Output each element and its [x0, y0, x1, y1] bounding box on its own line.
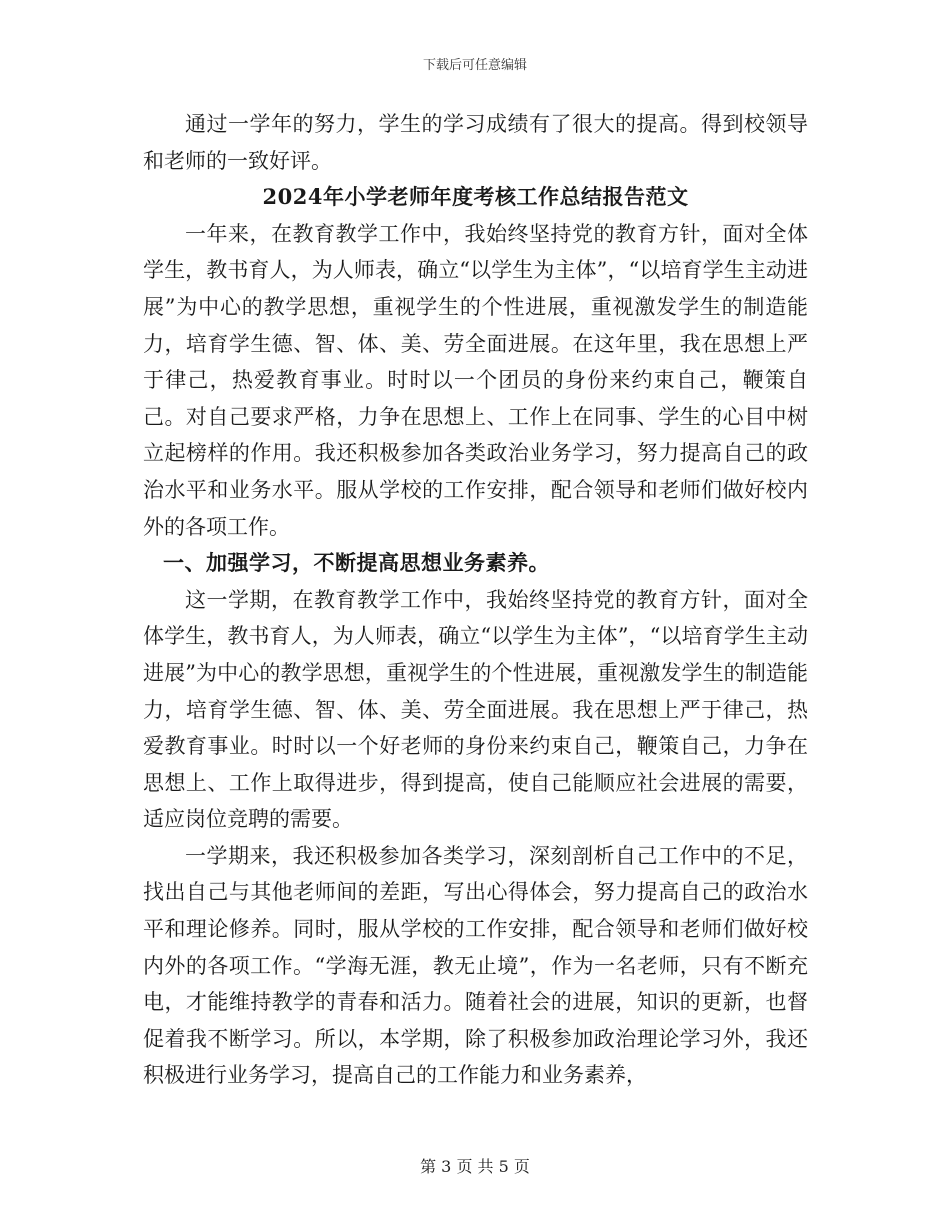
- paragraph-1: 一年来，在教育教学工作中，我始终坚持党的教育方针，面对全体学生，教书育人，为人师表，确立“以学生为主体”，“以培育学生主动进展”为中心的教学思想，重视学生的个性进展，重视激发学生的制造能力，培育学生德、智、体、美、劳全面进展。在这年里，我在思想上严于律己，热爱教育事业。时时以一个团员的身份来约束自己，鞭策自己。对自己要求严格，力争在思想上、工作上在同事、学生的心目中树立起榜样的作用。我还积极参加各类政治业务学习，努力提高自己的政治水平和业务水平。服从学校的工作安排，配合领导和老师们做好校内外的各项工作。: [143, 221, 808, 539]
- paragraph-3: 一学期来，我还积极参加各类学习，深刻剖析自己工作中的不足，找出自己与其他老师间的差距，写出心得体会，努力提高自己的政治水平和理论修养。同时，服从学校的工作安排，配合领导和老师们做好校内外的各项工作。“学海无涯，教无止境”，作为一名老师，只有不断充电，才能维持教学的青春和活力。随着社会的进展，知识的更新，也督促着我不断学习。所以，本学期，除了积极参加政治理论学习外，我还积极进行业务学习，提高自己的工作能力和业务素养，: [143, 843, 808, 1088]
- document-title: 2024年小学老师年度考核工作总结报告范文: [262, 184, 689, 210]
- section-heading-1: 一、加强学习，不断提高思想业务素养。: [163, 550, 550, 576]
- header-note: 下载后可任意编辑: [422, 58, 527, 73]
- page-number: 第 3 页 共 5 页: [420, 1157, 530, 1176]
- document-body: [143, 106, 808, 1094]
- paragraph-2: 这一学期，在教育教学工作中，我始终坚持党的教育方针，面对全体学生，教书育人，为人师表，确立“以学生为主体”，“以培育学生主动进展”为中心的教学思想，重视学生的个性进展，重视激发学生的制造能力，培育学生德、智、体、美、劳全面进展。我在思想上严于律己，热爱教育事业。时时以一个好老师的身份来约束自己，鞭策自己，力争在思想上、工作上取得进步，得到提高，使自己能顺应社会进展的需要，适应岗位竞聘的需要。: [143, 587, 808, 832]
- paragraph-intro: 通过一学年的努力，学生的学习成绩有了很大的提高。得到校领导和老师的一致好评。: [143, 112, 808, 173]
